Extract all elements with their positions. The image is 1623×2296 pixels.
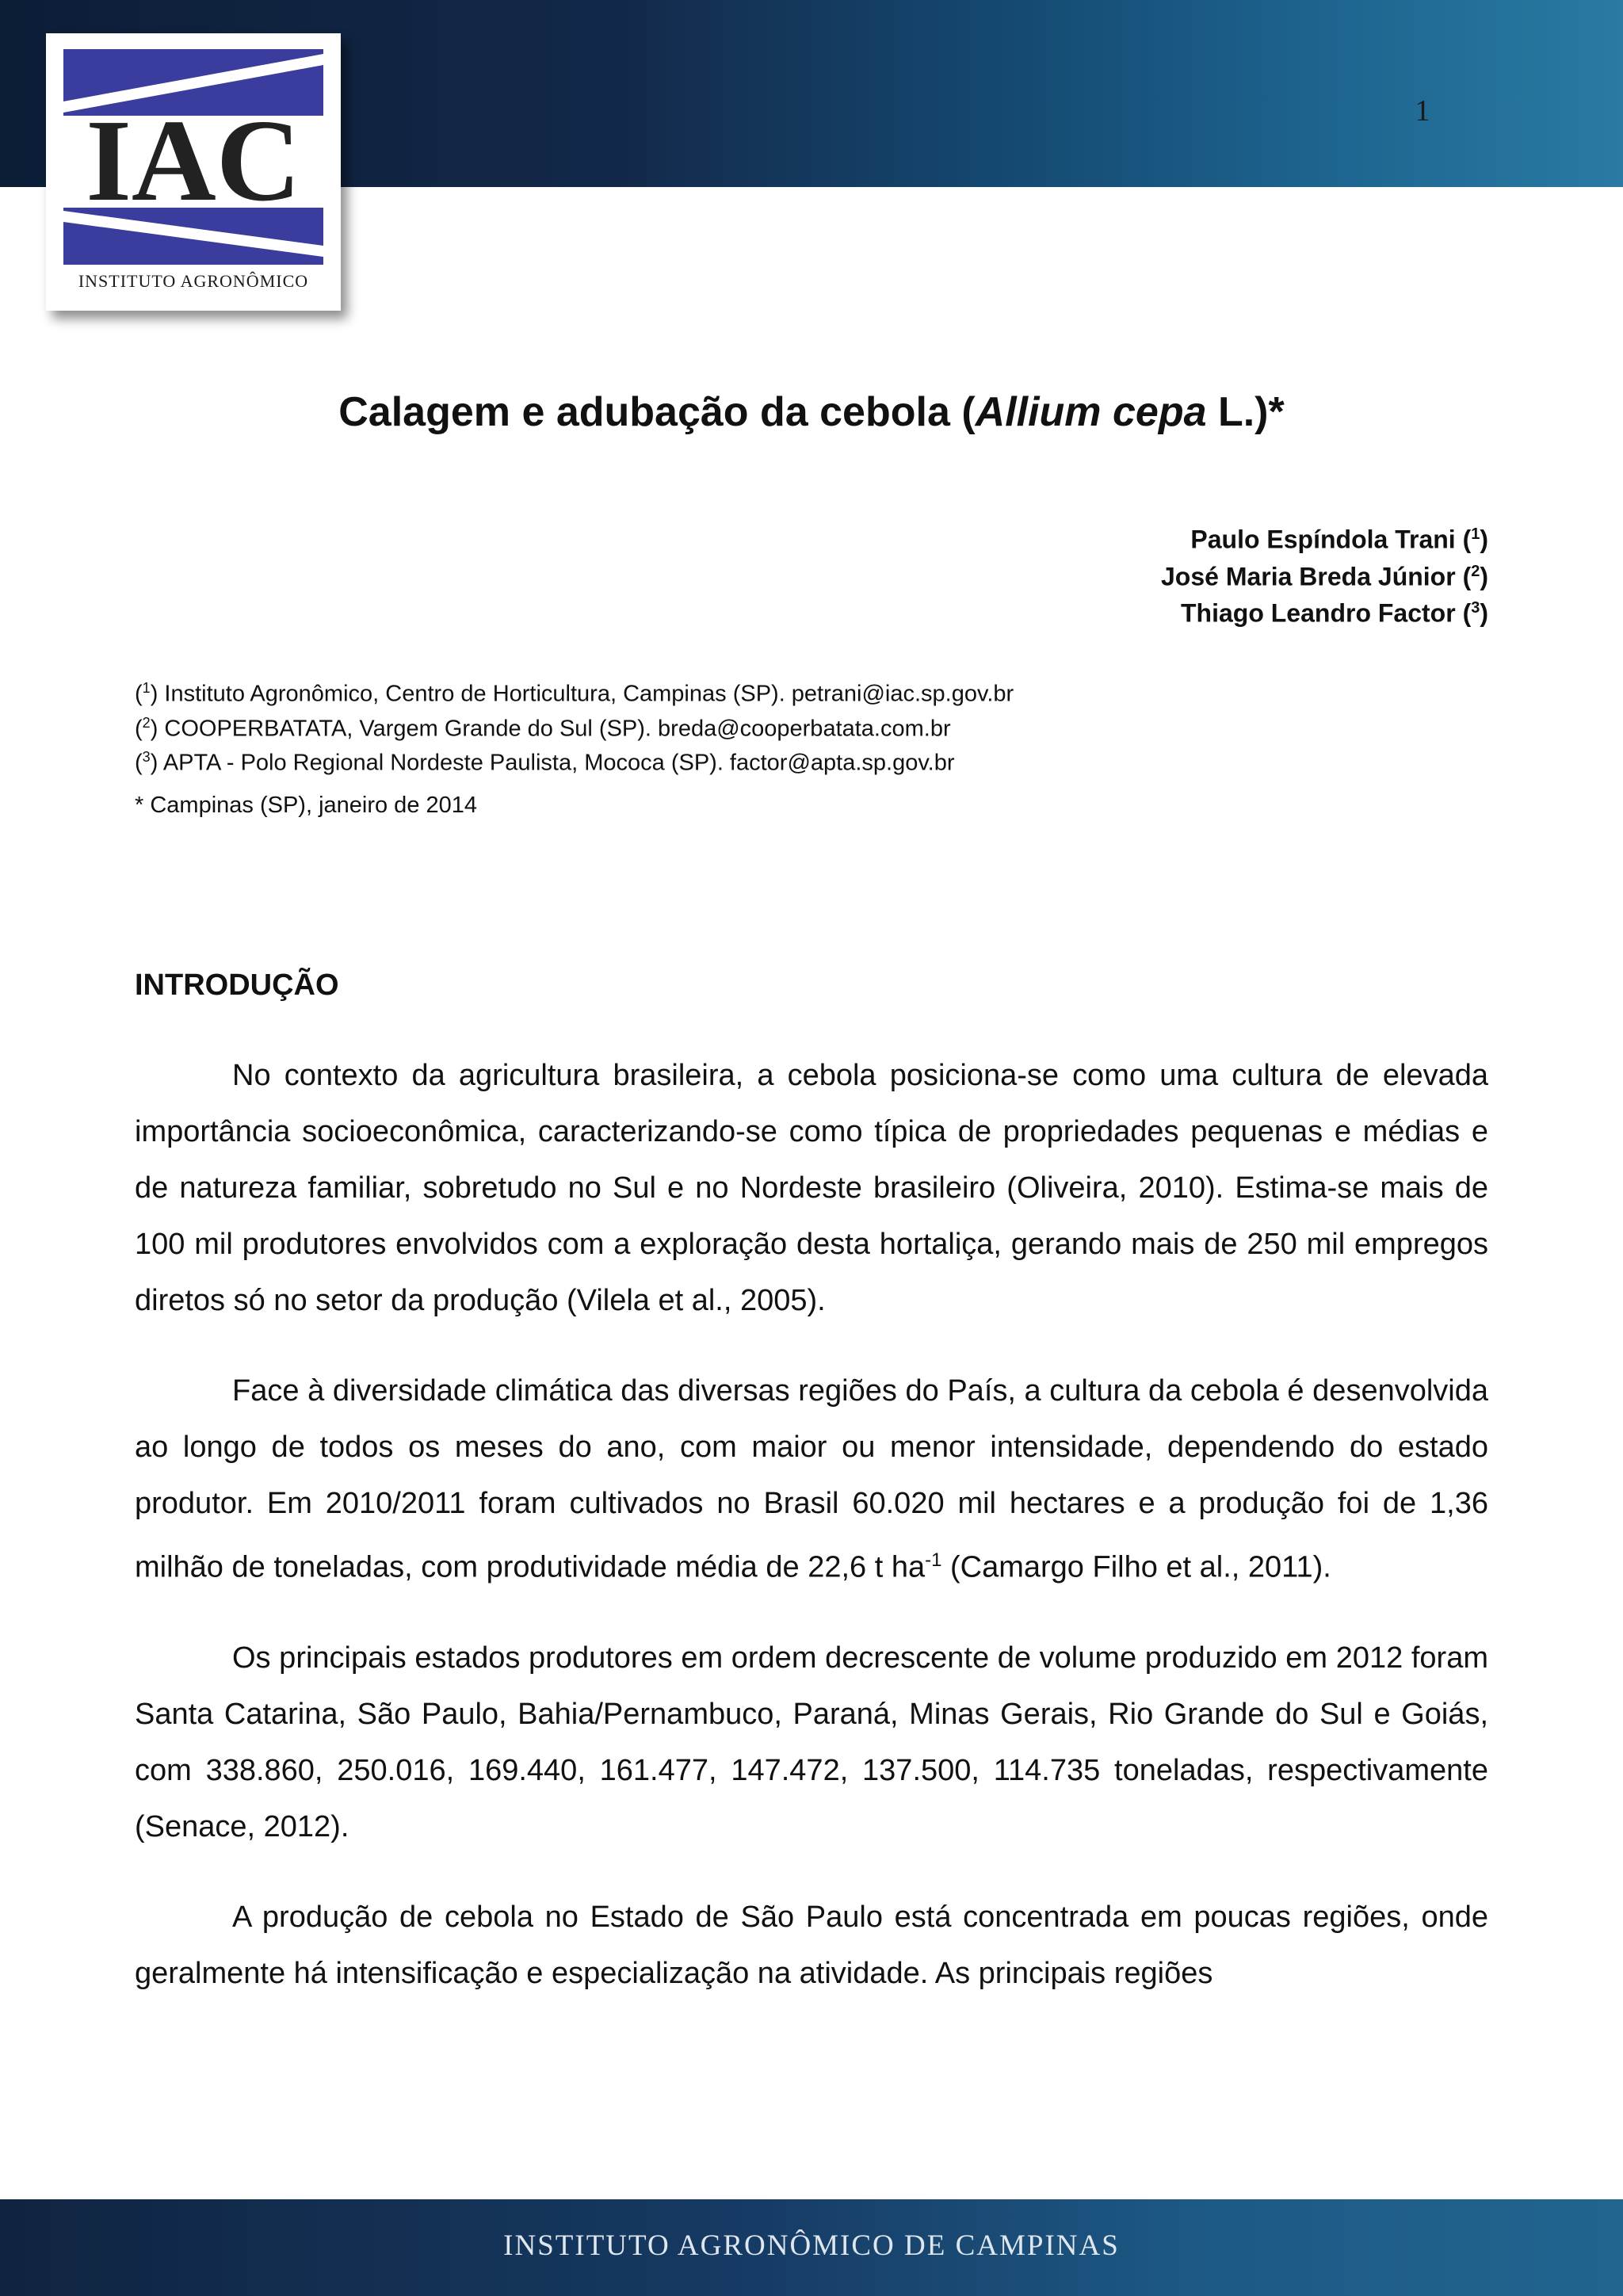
logo-letters: IAC [86,96,301,226]
iac-logo [46,33,341,311]
author-line: Thiago Leandro Factor ($^3$) [1180,598,1488,628]
affiliation-ref: 3 [142,749,151,766]
paragraph: No contexto da agricultura brasileira, a cebola posiciona-se como uma cultura de elevada importância socioeconômica, caracterizando-se como típica de propriedades pequenas e médias e de natureza familiar, sobretudo no Sul e no Nordeste brasileiro (Oliveira, 2010). Estima-se mais de 100 mil produtores envolvidos com a exploração desta hortaliça, gerando mais de 250 mil empregos diretos só no setor da produção (Vilela et al., 2005). [135,1059,1488,1317]
page-number: 1 [1415,94,1430,128]
paragraph [135,1363,1488,1596]
date-note: * Campinas (SP), janeiro de 2014 [135,793,478,818]
title-part: Calagem e adubação da cebola ( [338,389,976,435]
affiliation-text: APTA - Polo Regional Nordeste Paulista, Mococa (SP). factor@apta.sp.gov.br [162,750,955,776]
author-name: Paulo Espíndola Trani [1190,525,1456,554]
footer-text: INSTITUTO AGRONÔMICO DE CAMPINAS [503,2229,1120,2262]
author-line: José Maria Breda Júnior ($^2$) [1160,562,1488,591]
paragraph-text: (Camargo Filho et al., 2011). [941,1550,1331,1584]
document-title [0,388,1623,436]
affiliation-list [135,674,1014,777]
author-line: Paulo Espíndola Trani ($^1$) [1190,525,1488,554]
affiliation-line: ($^3$) APTA - Polo Regional Nordeste Paulista, Mococa (SP). factor@apta.sp.gov.br [135,749,955,776]
affiliation-line: ($^1$) Instituto Agronômico, Centro de Horticultura, Campinas (SP). petrani@iac.sp.gov.br [135,680,1014,707]
affiliation-text: COOPERBATATA, Vargem Grande do Sul (SP). breda@cooperbatata.com.br [164,716,951,742]
paragraph: Os principais estados produtores em ordem decrescente de volume produzido em 2012 foram Santa Catarina, São Paulo, Bahia/Pernambuco, Paraná, Minas Gerais, Rio Grande do Sul e Goiás, com 338.860, 250.016, 169.440, 161.477, 147.472, 137.500, 114.735 toneladas, respectivamente (Senace, 2012). [135,1641,1488,1843]
affiliation-ref: 1 [142,680,151,696]
affiliation-text: Instituto Agronômico, Centro de Horticultura, Campinas (SP). petrani@iac.sp.gov.br [164,681,1014,707]
logo-subtext: INSTITUTO AGRONÔMICO [78,271,309,291]
paragraph-text: Face à diversidade climática das diversas regiões do País, a cultura da cebola é desenvolvida ao longo de todos os meses do ano, com maior ou menor intensidade, dependendo do estado produtor. Em 2010/2011 foram cultivados no Brasil 60.020 mil hectares e a produção foi de 1,36 milhão de toneladas, com produtividade média de 22,6 t ha [135,1374,1488,1584]
iac-logo-graphic [46,33,341,311]
title-part: L.)* [1206,389,1285,435]
title-species: Allium cepa [975,389,1207,435]
author-ref: 1 [1471,525,1480,543]
affiliation-ref: 2 [142,714,151,731]
author-name: Thiago Leandro Factor [1180,598,1456,628]
author-ref: 3 [1471,599,1480,617]
author-name: José Maria Breda Júnior [1160,562,1456,591]
author-list [1161,518,1488,629]
section-heading: INTRODUÇÃO [135,968,339,1002]
body-text [135,1048,1488,2036]
author-ref: 2 [1471,562,1480,580]
paragraph: A produção de cebola no Estado de São Paulo está concentrada em poucas regiões, onde geralmente há intensificação e especialização na atividade. As principais regiões [135,1900,1488,1990]
superscript: -1 [925,1549,942,1571]
affiliation-line: ($^2$) COOPERBATATA, Vargem Grande do Sul (SP). breda@cooperbatata.com.br [135,714,951,742]
